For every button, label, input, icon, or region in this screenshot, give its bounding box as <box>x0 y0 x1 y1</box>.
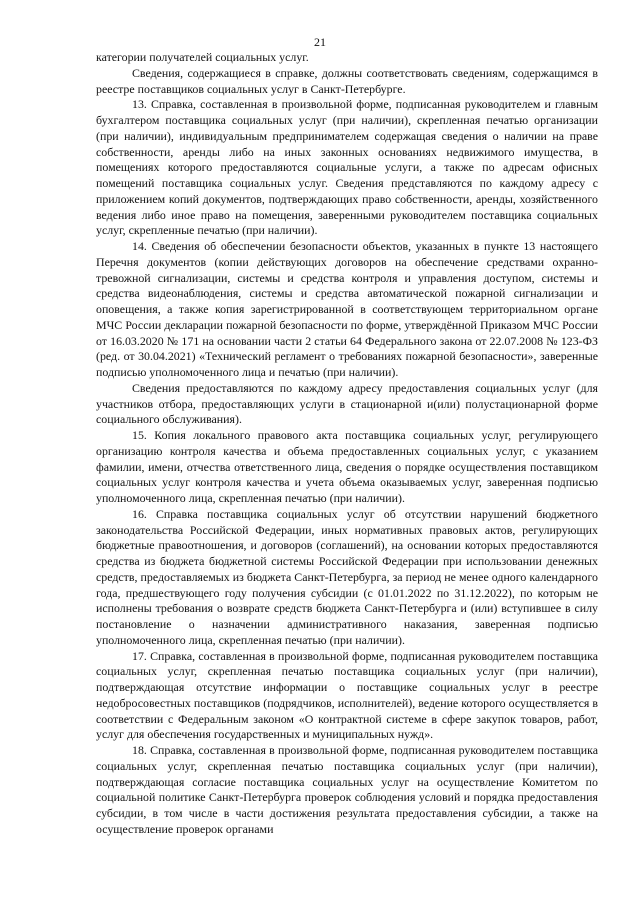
document-body <box>96 50 598 838</box>
page-number: 21 <box>314 35 326 49</box>
paragraph-registry-note: Сведения, содержащиеся в справке, должны соответствовать сведениям, содержащимся в реестре поставщиков социальных услуг в Санкт-Петербурге. <box>96 65 598 96</box>
paragraph-item-15: 15. Копия локального правового акта поставщика социальных услуг, регулирующего организацию контроля качества и объема предоставленных социальных услуг, с указанием фамилии, имени, отчества ответственного лица, сведения о порядке осуществления поставщиком социальных услуг контроля качества и учета объема оказываемых услуг, заверенная подписью уполномоченного лица, скрепленная печатью (при наличии). <box>96 428 598 505</box>
paragraph-item-13: 13. Справка, составленная в произвольной форме, подписанная руководителем и главным бухгалтером поставщика социальных услуг (при наличии), скрепленная печатью организации (при наличии), индивидуальным предпринимателем содержащая сведения о наличии на праве собственности, аренды либо на иных законных основаниях недвижимого имущества, в помещениях которого предоставляются социальные услуги, а также по адресам офисных помещений поставщика социальных услуг. Сведения представляются по каждому адресу с приложением копий документов, подтверждающих право собственности, аренды, хозяйственного ведения либо иное право на помещения, заверенными руководителем поставщика социальных услуг, скрепленные печатью (при наличии). <box>96 97 598 238</box>
paragraph-item-14: 14. Сведения об обеспечении безопасности объектов, указанных в пункте 13 настоящего Перечня документов (копии действующих договоров на обеспечение средствами охранно-тревожной сигнализации, системы и средства контроля и управления доступом, системы и средства видеонаблюдения, системы и средства автоматической пожарной сигнализации и оповещения, а также копия зарегистрированной в соответствующем территориальном органе МЧС России декларации пожарной безопасности по форме, утверждённой Приказом МЧС России от 16.03.2020 № 171 на основании части 2 статьи 64 Федерального закона от 22.07.2008 № 123-ФЗ (ред. от 30.04.2021) «Технический регламент о требованиях пожарной безопасности», заверенные подписью уполномоченного лица и печатью (при наличии). <box>96 239 598 379</box>
paragraph-item-14-note: Сведения предоставляются по каждому адресу предоставления социальных услуг (для участников отбора, предоставляющих услуги в стационарной и(или) полустационарной форме социального обслуживания). <box>96 380 598 427</box>
paragraph-item-18: 18. Справка, составленная в произвольной форме, подписанная руководителем поставщика социальных услуг, скрепленная печатью поставщика социальных услуг (при наличии), подтверждающая согласие поставщика социальных услуг на осуществление Комитетом по социальной политике Санкт-Петербурга проверок соблюдения условий и порядка предоставления субсидии, в том числе в части достижения результата предоставления субсидии, а также на осуществление проверок органами <box>96 743 598 836</box>
paragraph-item-17: 17. Справка, составленная в произвольной форме, подписанная руководителем поставщика социальных услуг, скрепленная печатью поставщика социальных услуг (при наличии), подтверждающая отсутствие информации о поставщике социальных услуг в реестре недобросовестных поставщиков (подрядчиков, исполнителей), ведение которого осуществляется в соответствии с Федеральным законом «О контрактной системе в сфере закупок товаров, работ, услуг для обеспечения государственных и муниципальных нужд». <box>96 648 598 742</box>
paragraph-continuation: категории получателей социальных услуг. <box>96 50 309 64</box>
paragraph-item-16: 16. Справка поставщика социальных услуг об отсутствии нарушений бюджетного законодательства Российской Федерации, иных нормативных правовых актов, регулирующих бюджетные правоотношения, и договоров (соглашений), на основании которых предоставляются средства из бюджета бюджетной системы Российской Федерации при использовании денежных средств, предоставляемых из бюджета Санкт-Петербурга, за период не менее одного календарного года, предшествующего году получения субсидии (с 01.01.2022 по 31.12.2022), по которым не исполнены требования о возврате средств бюджета Санкт-Петербурга и (или) вступившее в силу постановление о назначении административного наказания, заверенная подписью уполномоченного лица, скрепленная печатью (при наличии). <box>96 506 598 647</box>
